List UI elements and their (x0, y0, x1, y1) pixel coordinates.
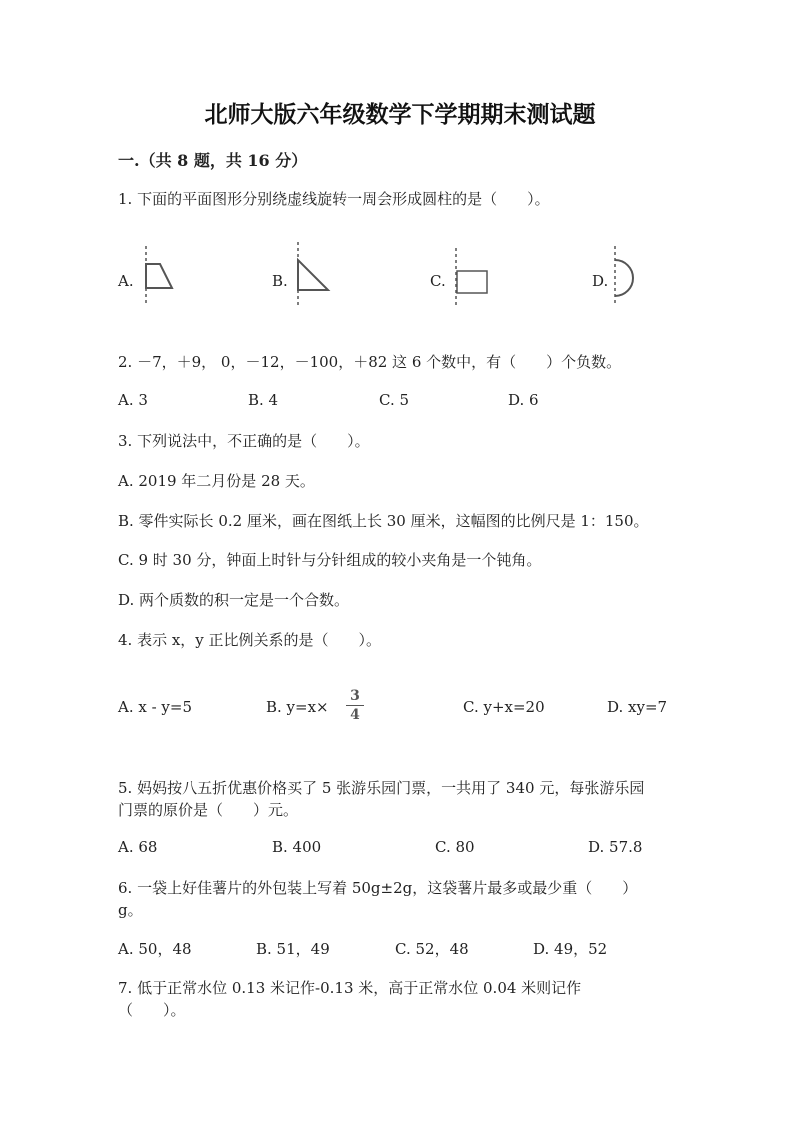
q4-option-c: C. y+x=20 (463, 698, 545, 716)
question-5-stem-line-2: 门票的原价是（ ）元。 (118, 801, 299, 819)
q2-option-c: C. 5 (379, 391, 410, 409)
q1-figure-b-triangle (290, 242, 334, 306)
q3-option-b: B. 零件实际长 0.2 厘米，画在图纸上长 30 厘米，这幅图的比例尺是 1：150。 (118, 512, 649, 530)
q5-option-a: A. 68 (118, 838, 158, 856)
q4-fraction (344, 688, 366, 723)
q5-option-c: C. 80 (435, 838, 475, 856)
fraction-denominator: 4 (350, 707, 360, 723)
question-6-stem-line-2: g。 (118, 901, 143, 919)
q4-option-b: B. y=x× (266, 698, 329, 716)
q4-option-d: D. xy=7 (607, 698, 668, 716)
question-7-stem-line-1: 7. 低于正常水位 0.13 米记作-0.13 米，高于正常水位 0.04 米则记作 (118, 979, 582, 997)
q3-option-d: D. 两个质数的积一定是一个合数。 (118, 591, 350, 609)
question-6-stem-line-1: 6. 一袋上好佳薯片的外包装上写着 50g±2g，这袋薯片最多或最少重（ ） (118, 879, 638, 897)
q1-option-d-label: D. (592, 272, 609, 290)
q1-figure-d-semicircle (608, 246, 642, 306)
q1-option-b-label: B. (272, 272, 288, 290)
question-2-stem: 2. －7，＋9， 0，－12，－100，＋82 这 6 个数中，有（ ）个负数。 (118, 353, 622, 371)
question-1-stem: 1. 下面的平面图形分别绕虚线旋转一周会形成圆柱的是（ ）。 (118, 190, 550, 208)
section-heading: 一.（共 8 题，共 16 分） (118, 151, 308, 170)
q5-option-b: B. 400 (272, 838, 322, 856)
q2-option-a: A. 3 (118, 391, 148, 409)
q1-figure-c-rectangle (450, 248, 494, 306)
fraction-numerator: 3 (350, 688, 360, 704)
q3-option-a: A. 2019 年二月份是 28 天。 (118, 472, 315, 490)
q6-option-d: D. 49，52 (533, 940, 608, 958)
q5-option-d: D. 57.8 (588, 838, 643, 856)
fraction-bar (346, 705, 364, 706)
question-7-stem-line-2: （ ）。 (118, 1001, 186, 1019)
question-4-stem: 4. 表示 x，y 正比例关系的是（ ）。 (118, 631, 382, 649)
q1-option-c-label: C. (430, 272, 446, 290)
q6-option-c: C. 52，48 (395, 940, 469, 958)
q6-option-a: A. 50，48 (118, 940, 192, 958)
q4-option-a: A. x - y=5 (118, 698, 193, 716)
question-5-stem-line-1: 5. 妈妈按八五折优惠价格买了 5 张游乐园门票，一共用了 340 元，每张游乐园 (118, 779, 645, 797)
page-title: 北师大版六年级数学下学期期末测试题 (204, 101, 596, 128)
q3-option-c: C. 9 时 30 分，钟面上时针与分针组成的较小夹角是一个钝角。 (118, 551, 542, 569)
q6-option-b: B. 51，49 (256, 940, 330, 958)
q2-option-d: D. 6 (508, 391, 539, 409)
q1-option-a-label: A. (118, 272, 134, 290)
question-3-stem: 3. 下列说法中，不正确的是（ ）。 (118, 432, 370, 450)
q1-figure-a-trapezoid (138, 246, 178, 306)
q2-option-b: B. 4 (248, 391, 279, 409)
